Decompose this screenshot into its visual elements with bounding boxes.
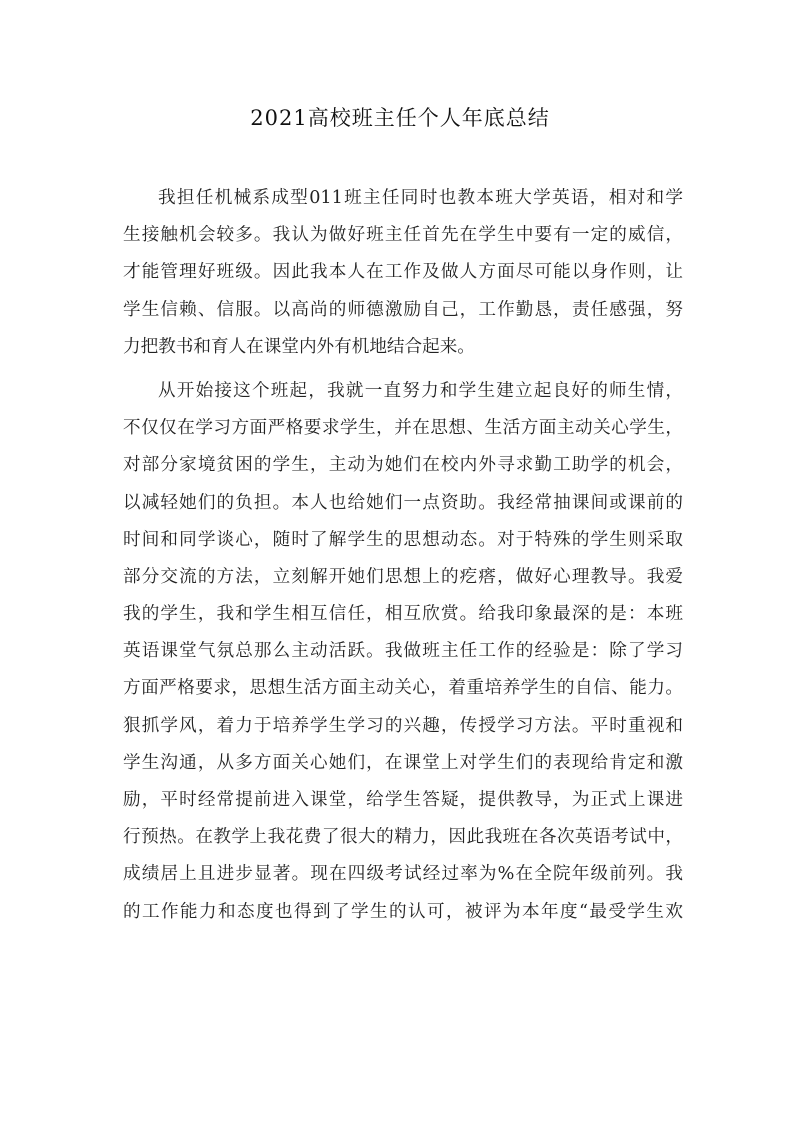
paragraph-1-line-1: 我担任机械系成型011班主任同时也教本班大学英语，相对和学 [158,188,683,208]
paragraph-spacer [123,366,683,373]
paragraph-2-line-10: 狠抓学风，着力于培养学生学习的兴趣，传授学习方法。平时重视和 [123,715,683,736]
paragraph-2-line-7: 我的学生，我和学生相互信任，相互欣赏。给我印象最深的是：本班 [123,604,683,625]
paragraph-2-line-5: 时间和同学谈心，随时了解学生的思想动态。对于特殊的学生则采取 [123,529,683,550]
paragraph-2-line-12: 励，平时经常提前进入课堂，给学生答疑，提供教导，为正式上课进 [123,790,683,810]
paragraph-2-line-14: 成绩居上且进步显著。现在四级考试经过率为%在全院年级前列。我 [123,864,683,885]
paragraph-2-line-3: 对部分家境贫困的学生，主动为她们在校内外寻求勤工助学的机会， [123,455,683,476]
paragraph-2-line-4: 以减轻她们的负担。本人也给她们一点资助。我经常抽课间或课前的 [123,492,683,513]
paragraph-2-line-6: 部分交流的方法，立刻解开她们思想上的疙瘩，做好心理教导。我爱 [123,566,683,587]
paragraph-2-line-8: 英语课堂气氛总那么主动活跃。我做班主任工作的经验是：除了学习 [123,641,683,662]
paragraph-2-line-13: 行预热。在教学上我花费了很大的精力，因此我班在各次英语考试中， [123,827,683,848]
paragraph-2-line-9: 方面严格要求，思想生活方面主动关心，着重培养学生的自信、能力。 [123,678,683,699]
document-body [123,180,683,931]
paragraph-1-line-5: 力把教书和育人在课堂内外有机地结合起来。 [123,336,475,357]
paragraph-2-line-2: 不仅仅在学习方面严格要求学生，并在思想、生活方面主动关心学生， [123,418,683,439]
paragraph-1-line-4: 学生信赖、信服。以高尚的师德激励自己，工作勤恳，责任感强，努 [123,299,683,320]
document-title: 2021高校班主任个人年底总结 [250,106,550,130]
paragraph-2-line-15: 的工作能力和态度也得到了学生的认可，被评为本年度“最受学生欢 [123,901,683,922]
paragraph-2-line-11: 学生沟通，从多方面关心她们，在课堂上对学生们的表现给肯定和激 [123,752,683,773]
paragraph-1-line-3: 才能管理好班级。因此我本人在工作及做人方面尽可能以身作则，让 [123,262,683,283]
paragraph-1-line-2: 生接触机会较多。我认为做好班主任首先在学生中要有一定的威信， [123,225,683,246]
paragraph-2-line-1: 从开始接这个班起，我就一直努力和学生建立起良好的师生情， [158,380,683,401]
